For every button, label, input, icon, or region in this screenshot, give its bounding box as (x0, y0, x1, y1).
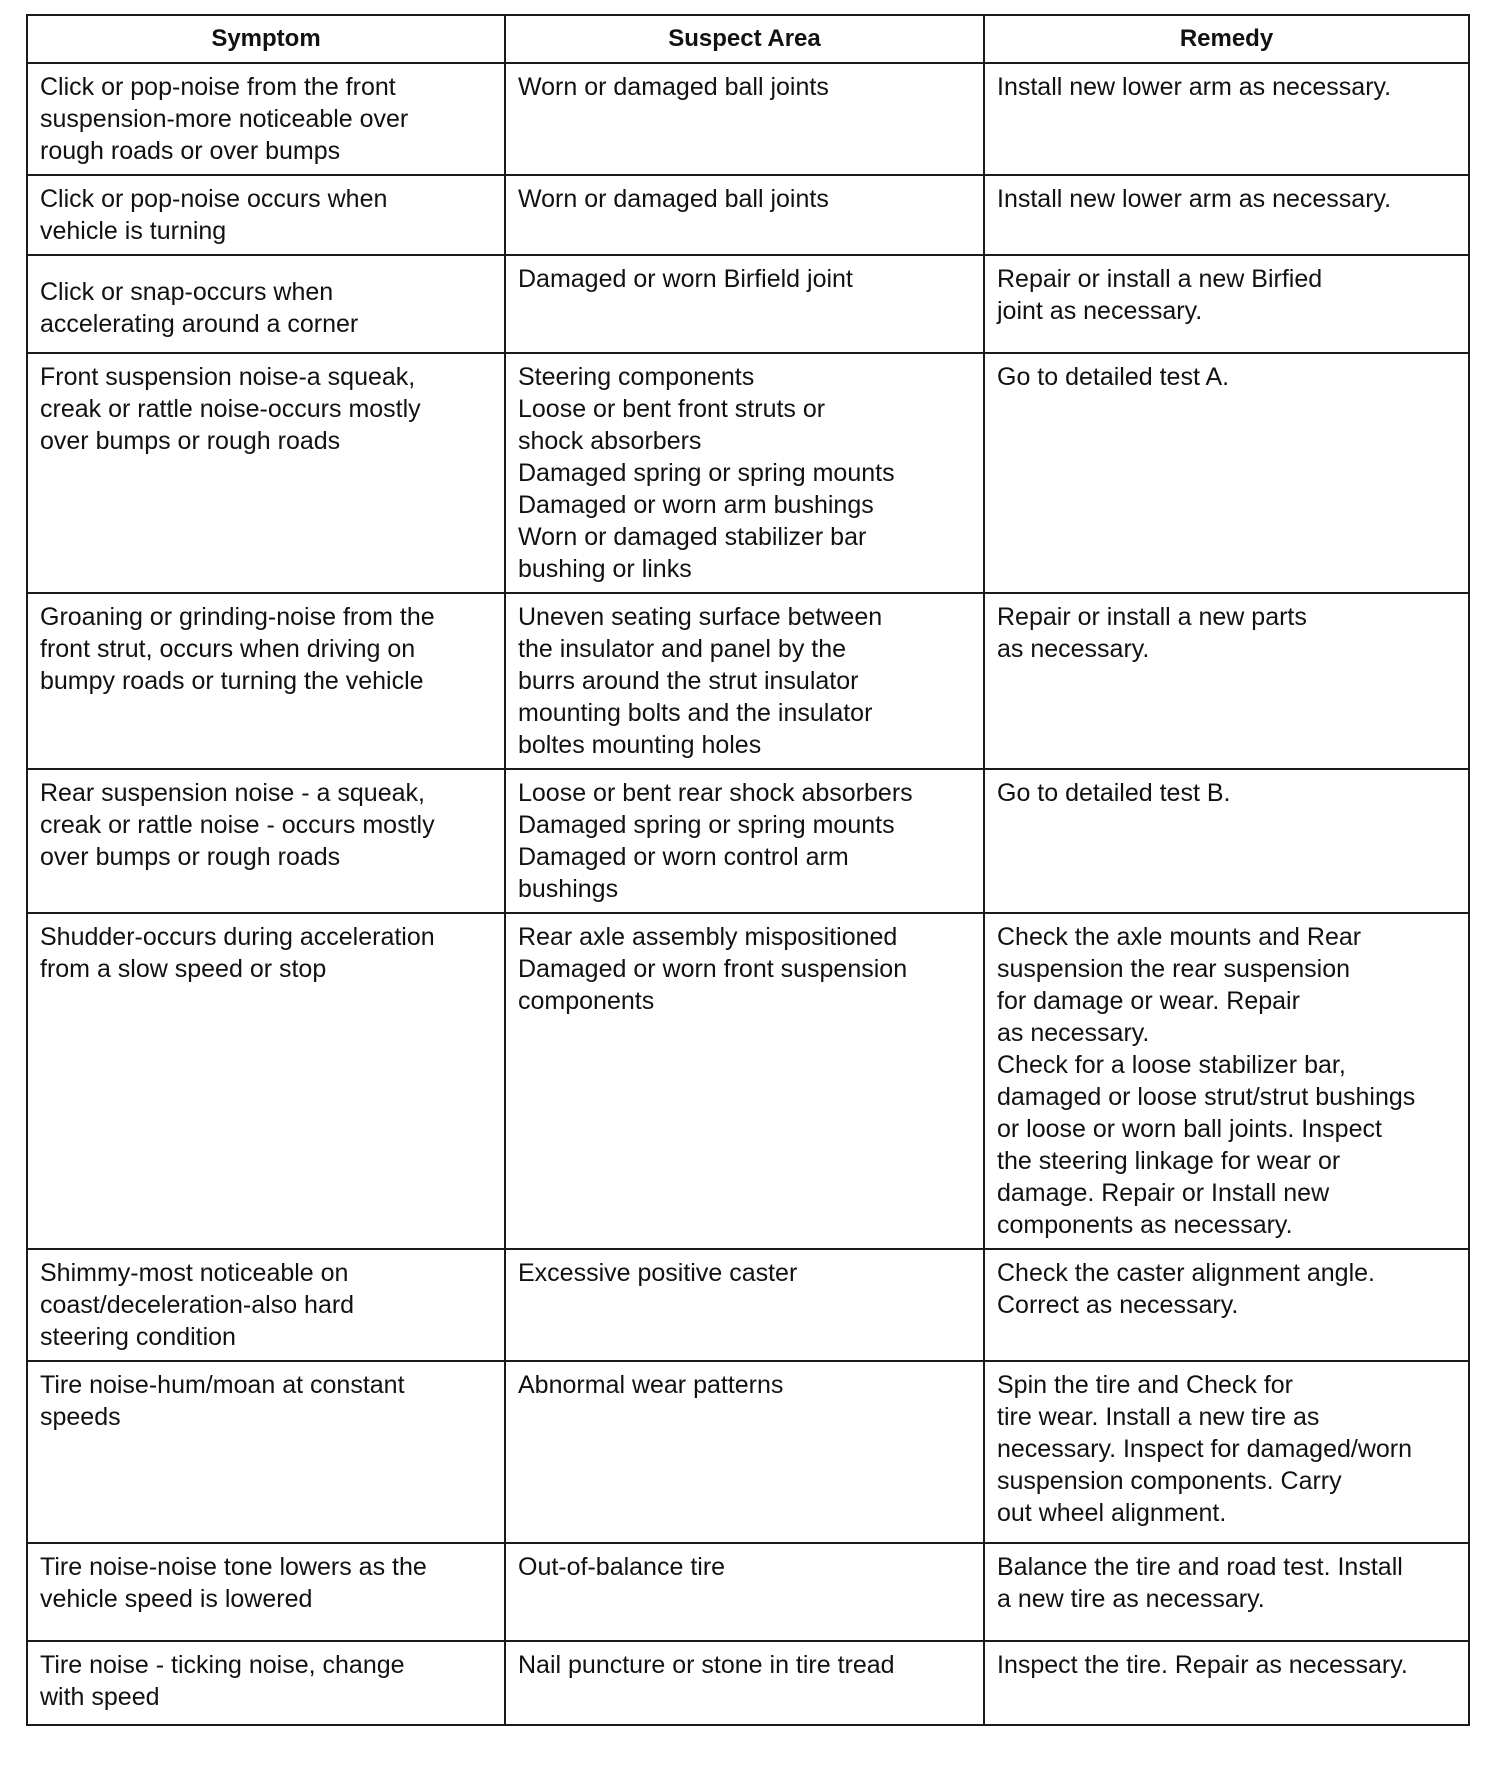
symptom-cell: Click or snap-occurs when accelerating around a corner (27, 255, 505, 353)
suspect-area-cell: Abnormal wear patterns (505, 1361, 984, 1543)
remedy-cell: Install new lower arm as necessary. (984, 63, 1469, 175)
remedy-cell: Spin the tire and Check for tire wear. Install a new tire as necessary. Inspect for damaged/worn suspension components. Carry out wheel alignment. (984, 1361, 1469, 1543)
suspect-area-cell: Steering components Loose or bent front struts or shock absorbers Damaged spring or spring mounts Damaged or worn arm bushings Worn or damaged stabilizer bar bushing or links (505, 353, 984, 593)
symptom-cell: Shudder-occurs during acceleration from a slow speed or stop (27, 913, 505, 1249)
diagnosis-table (26, 14, 1470, 1726)
table-row (27, 913, 1469, 1249)
header-symptom: Symptom (27, 15, 505, 63)
header-row (27, 15, 1469, 63)
header-suspect-area: Suspect Area (505, 15, 984, 63)
remedy-cell: Repair or install a new parts as necessary. (984, 593, 1469, 769)
symptom-cell: Front suspension noise-a squeak, creak or rattle noise-occurs mostly over bumps or rough roads (27, 353, 505, 593)
symptom-cell: Tire noise-noise tone lowers as the vehicle speed is lowered (27, 1543, 505, 1641)
table-row (27, 1361, 1469, 1543)
table-row (27, 175, 1469, 255)
table-row (27, 1249, 1469, 1361)
table-row (27, 63, 1469, 175)
suspect-area-cell: Worn or damaged ball joints (505, 175, 984, 255)
suspect-area-cell: Uneven seating surface between the insulator and panel by the burrs around the strut insulator mounting bolts and the insulator boltes mounting holes (505, 593, 984, 769)
remedy-cell: Check the caster alignment angle. Correct as necessary. (984, 1249, 1469, 1361)
symptom-cell: Shimmy-most noticeable on coast/deceleration-also hard steering condition (27, 1249, 505, 1361)
symptom-cell: Rear suspension noise - a squeak, creak or rattle noise - occurs mostly over bumps or rough roads (27, 769, 505, 913)
suspect-area-cell: Out-of-balance tire (505, 1543, 984, 1641)
suspect-area-cell: Nail puncture or stone in tire tread (505, 1641, 984, 1725)
remedy-cell: Check the axle mounts and Rear suspension the rear suspension for damage or wear. Repair as necessary. Check for a loose stabilizer bar, damaged or loose strut/strut bushings or loose or worn ball joints. Inspect the steering linkage for wear or damage. Repair or Install new components as necessary. (984, 913, 1469, 1249)
diagnosis-table-container (26, 14, 1468, 1726)
remedy-cell: Go to detailed test B. (984, 769, 1469, 913)
remedy-cell: Inspect the tire. Repair as necessary. (984, 1641, 1469, 1725)
remedy-cell: Repair or install a new Birfied joint as necessary. (984, 255, 1469, 353)
suspect-area-cell: Worn or damaged ball joints (505, 63, 984, 175)
suspect-area-cell: Excessive positive caster (505, 1249, 984, 1361)
remedy-cell: Balance the tire and road test. Install a new tire as necessary. (984, 1543, 1469, 1641)
symptom-cell: Tire noise - ticking noise, change with speed (27, 1641, 505, 1725)
table-row (27, 255, 1469, 353)
table-row (27, 353, 1469, 593)
remedy-cell: Go to detailed test A. (984, 353, 1469, 593)
suspect-area-cell: Loose or bent rear shock absorbers Damaged spring or spring mounts Damaged or worn control arm bushings (505, 769, 984, 913)
symptom-cell: Tire noise-hum/moan at constant speeds (27, 1361, 505, 1543)
symptom-cell: Click or pop-noise occurs when vehicle is turning (27, 175, 505, 255)
header-remedy: Remedy (984, 15, 1469, 63)
suspect-area-cell: Damaged or worn Birfield joint (505, 255, 984, 353)
table-row (27, 593, 1469, 769)
remedy-cell: Install new lower arm as necessary. (984, 175, 1469, 255)
symptom-cell: Groaning or grinding-noise from the front strut, occurs when driving on bumpy roads or turning the vehicle (27, 593, 505, 769)
suspect-area-cell: Rear axle assembly mispositioned Damaged or worn front suspension components (505, 913, 984, 1249)
table-row (27, 769, 1469, 913)
table-row (27, 1543, 1469, 1641)
table-row (27, 1641, 1469, 1725)
symptom-cell: Click or pop-noise from the front suspension-more noticeable over rough roads or over bumps (27, 63, 505, 175)
